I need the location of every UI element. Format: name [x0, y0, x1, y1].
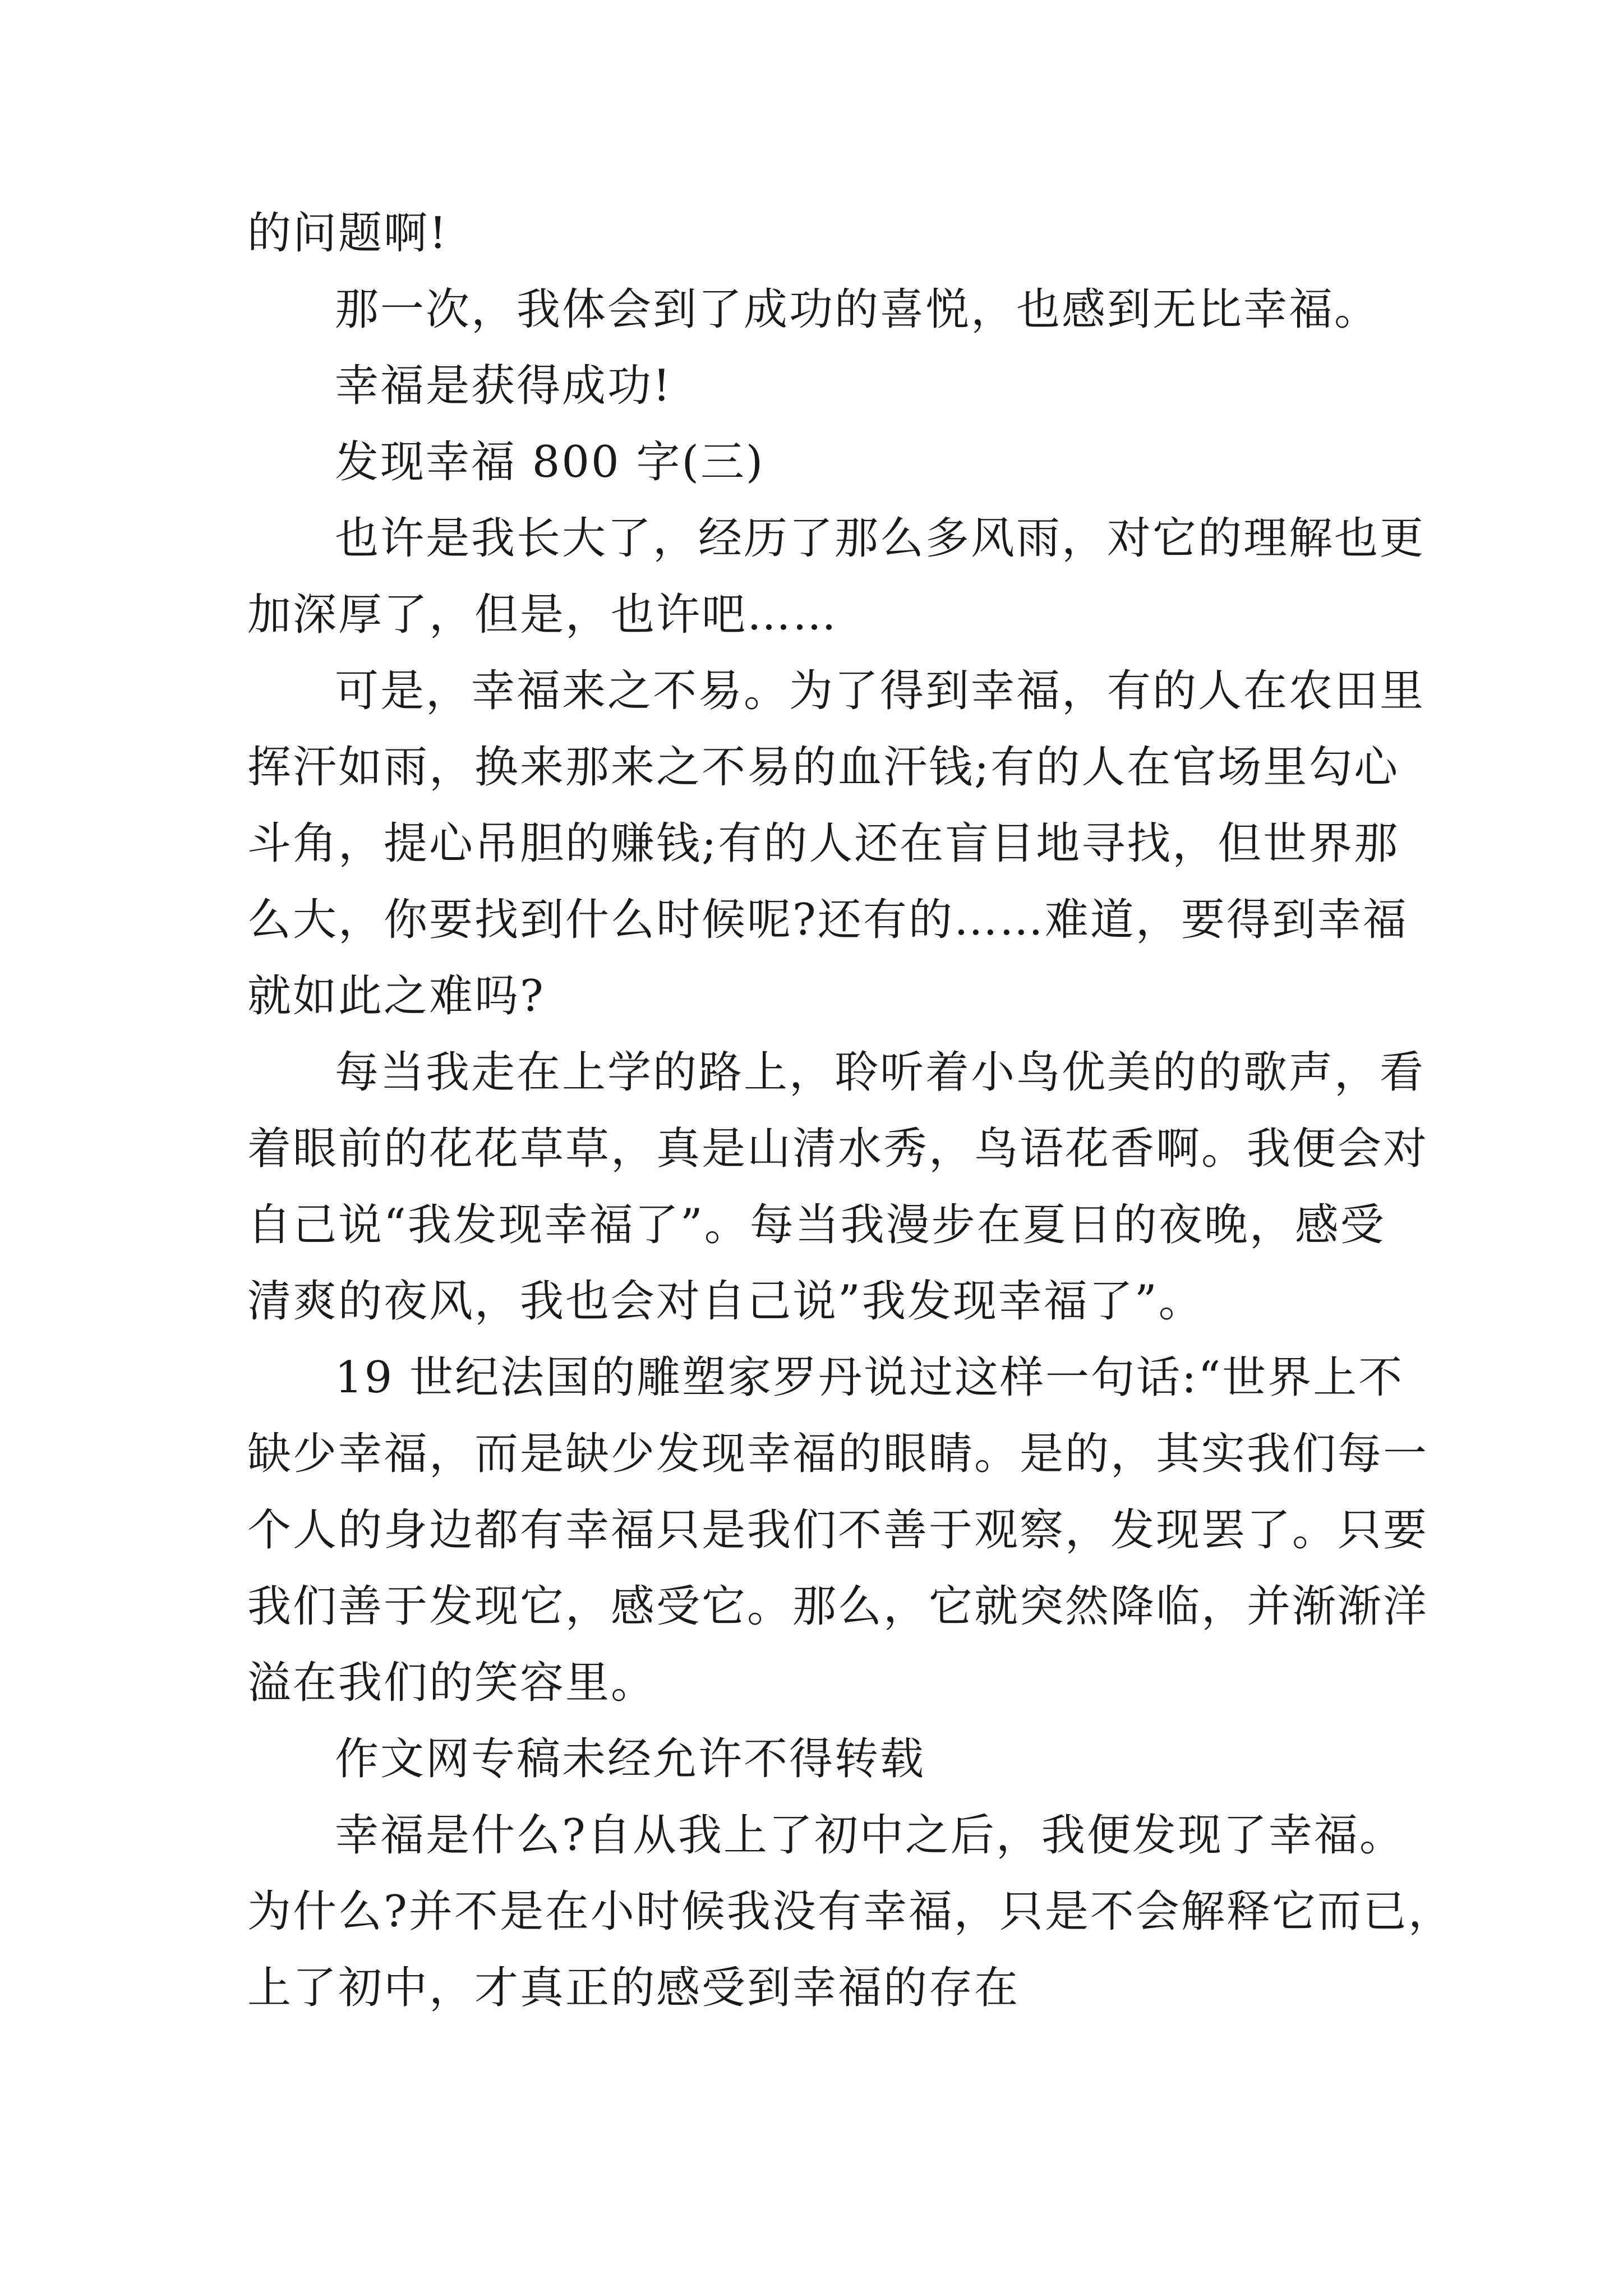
document-body [247, 195, 1454, 2026]
paragraph-line: 缺少幸福，而是缺少发现幸福的眼睛。是的，其实我们每一 [247, 1429, 1429, 1479]
paragraph-line: 着眼前的花花草草，真是山清水秀，鸟语花香啊。我便会对 [247, 1124, 1429, 1174]
paragraph-line: 就如此之难吗? [247, 971, 545, 1022]
paragraph-line: 可是，幸福来之不易。为了得到幸福，有的人在农田里 [335, 666, 1426, 716]
paragraph-line: 19 世纪法国的雕塑家罗丹说过这样一句话:“世界上不 [335, 1352, 1404, 1403]
section-heading: 发现幸福 800 字(三) [335, 437, 765, 487]
paragraph-line: 个人的身边都有幸福只是我们不善于观察，发现罢了。只要 [247, 1505, 1429, 1556]
paragraph-line: 每当我走在上学的路上，聆听着小鸟优美的的歌声，看 [335, 1047, 1426, 1098]
paragraph-line: 挥汗如雨，换来那来之不易的血汗钱;有的人在官场里勾心 [247, 742, 1400, 793]
paragraph-line: 幸福是什么?自从我上了初中之后，我便发现了幸福。 [335, 1810, 1405, 1861]
paragraph-line: 清爽的夜风，我也会对自己说”我发现幸福了”。 [247, 1276, 1204, 1327]
paragraph-line: 为什么?并不是在小时候我没有幸福，只是不会解释它而已， [247, 1887, 1454, 1937]
paragraph-line: 自己说“我发现幸福了”。每当我漫步在夏日的夜晚，感受 [247, 1200, 1386, 1250]
paragraph-line: 的问题啊! [247, 208, 449, 259]
paragraph-line: 上了初中，才真正的感受到幸福的存在 [247, 1963, 1020, 2013]
paragraph-line: 幸福是获得成功! [335, 361, 672, 411]
paragraph-line: 那一次，我体会到了成功的喜悦，也感到无比幸福。 [335, 284, 1380, 335]
paragraph-line: 斗角，提心吊胆的赚钱;有的人还在盲目地寻找，但世界那 [247, 818, 1400, 869]
paragraph-line: 也许是我长大了，经历了那么多风雨，对它的理解也更 [335, 513, 1426, 564]
paragraph-line: 加深厚了，但是，也许吧…… [247, 590, 838, 640]
paragraph-line: 我们善于发现它，感受它。那么，它就突然降临，并渐渐洋 [247, 1581, 1429, 1632]
copyright-notice: 作文网专稿未经允许不得转载 [335, 1734, 926, 1784]
paragraph-line: 溢在我们的笑容里。 [247, 1658, 657, 1708]
paragraph-line: 么大，你要找到什么时候呢?还有的……难道，要得到幸福 [247, 895, 1408, 945]
